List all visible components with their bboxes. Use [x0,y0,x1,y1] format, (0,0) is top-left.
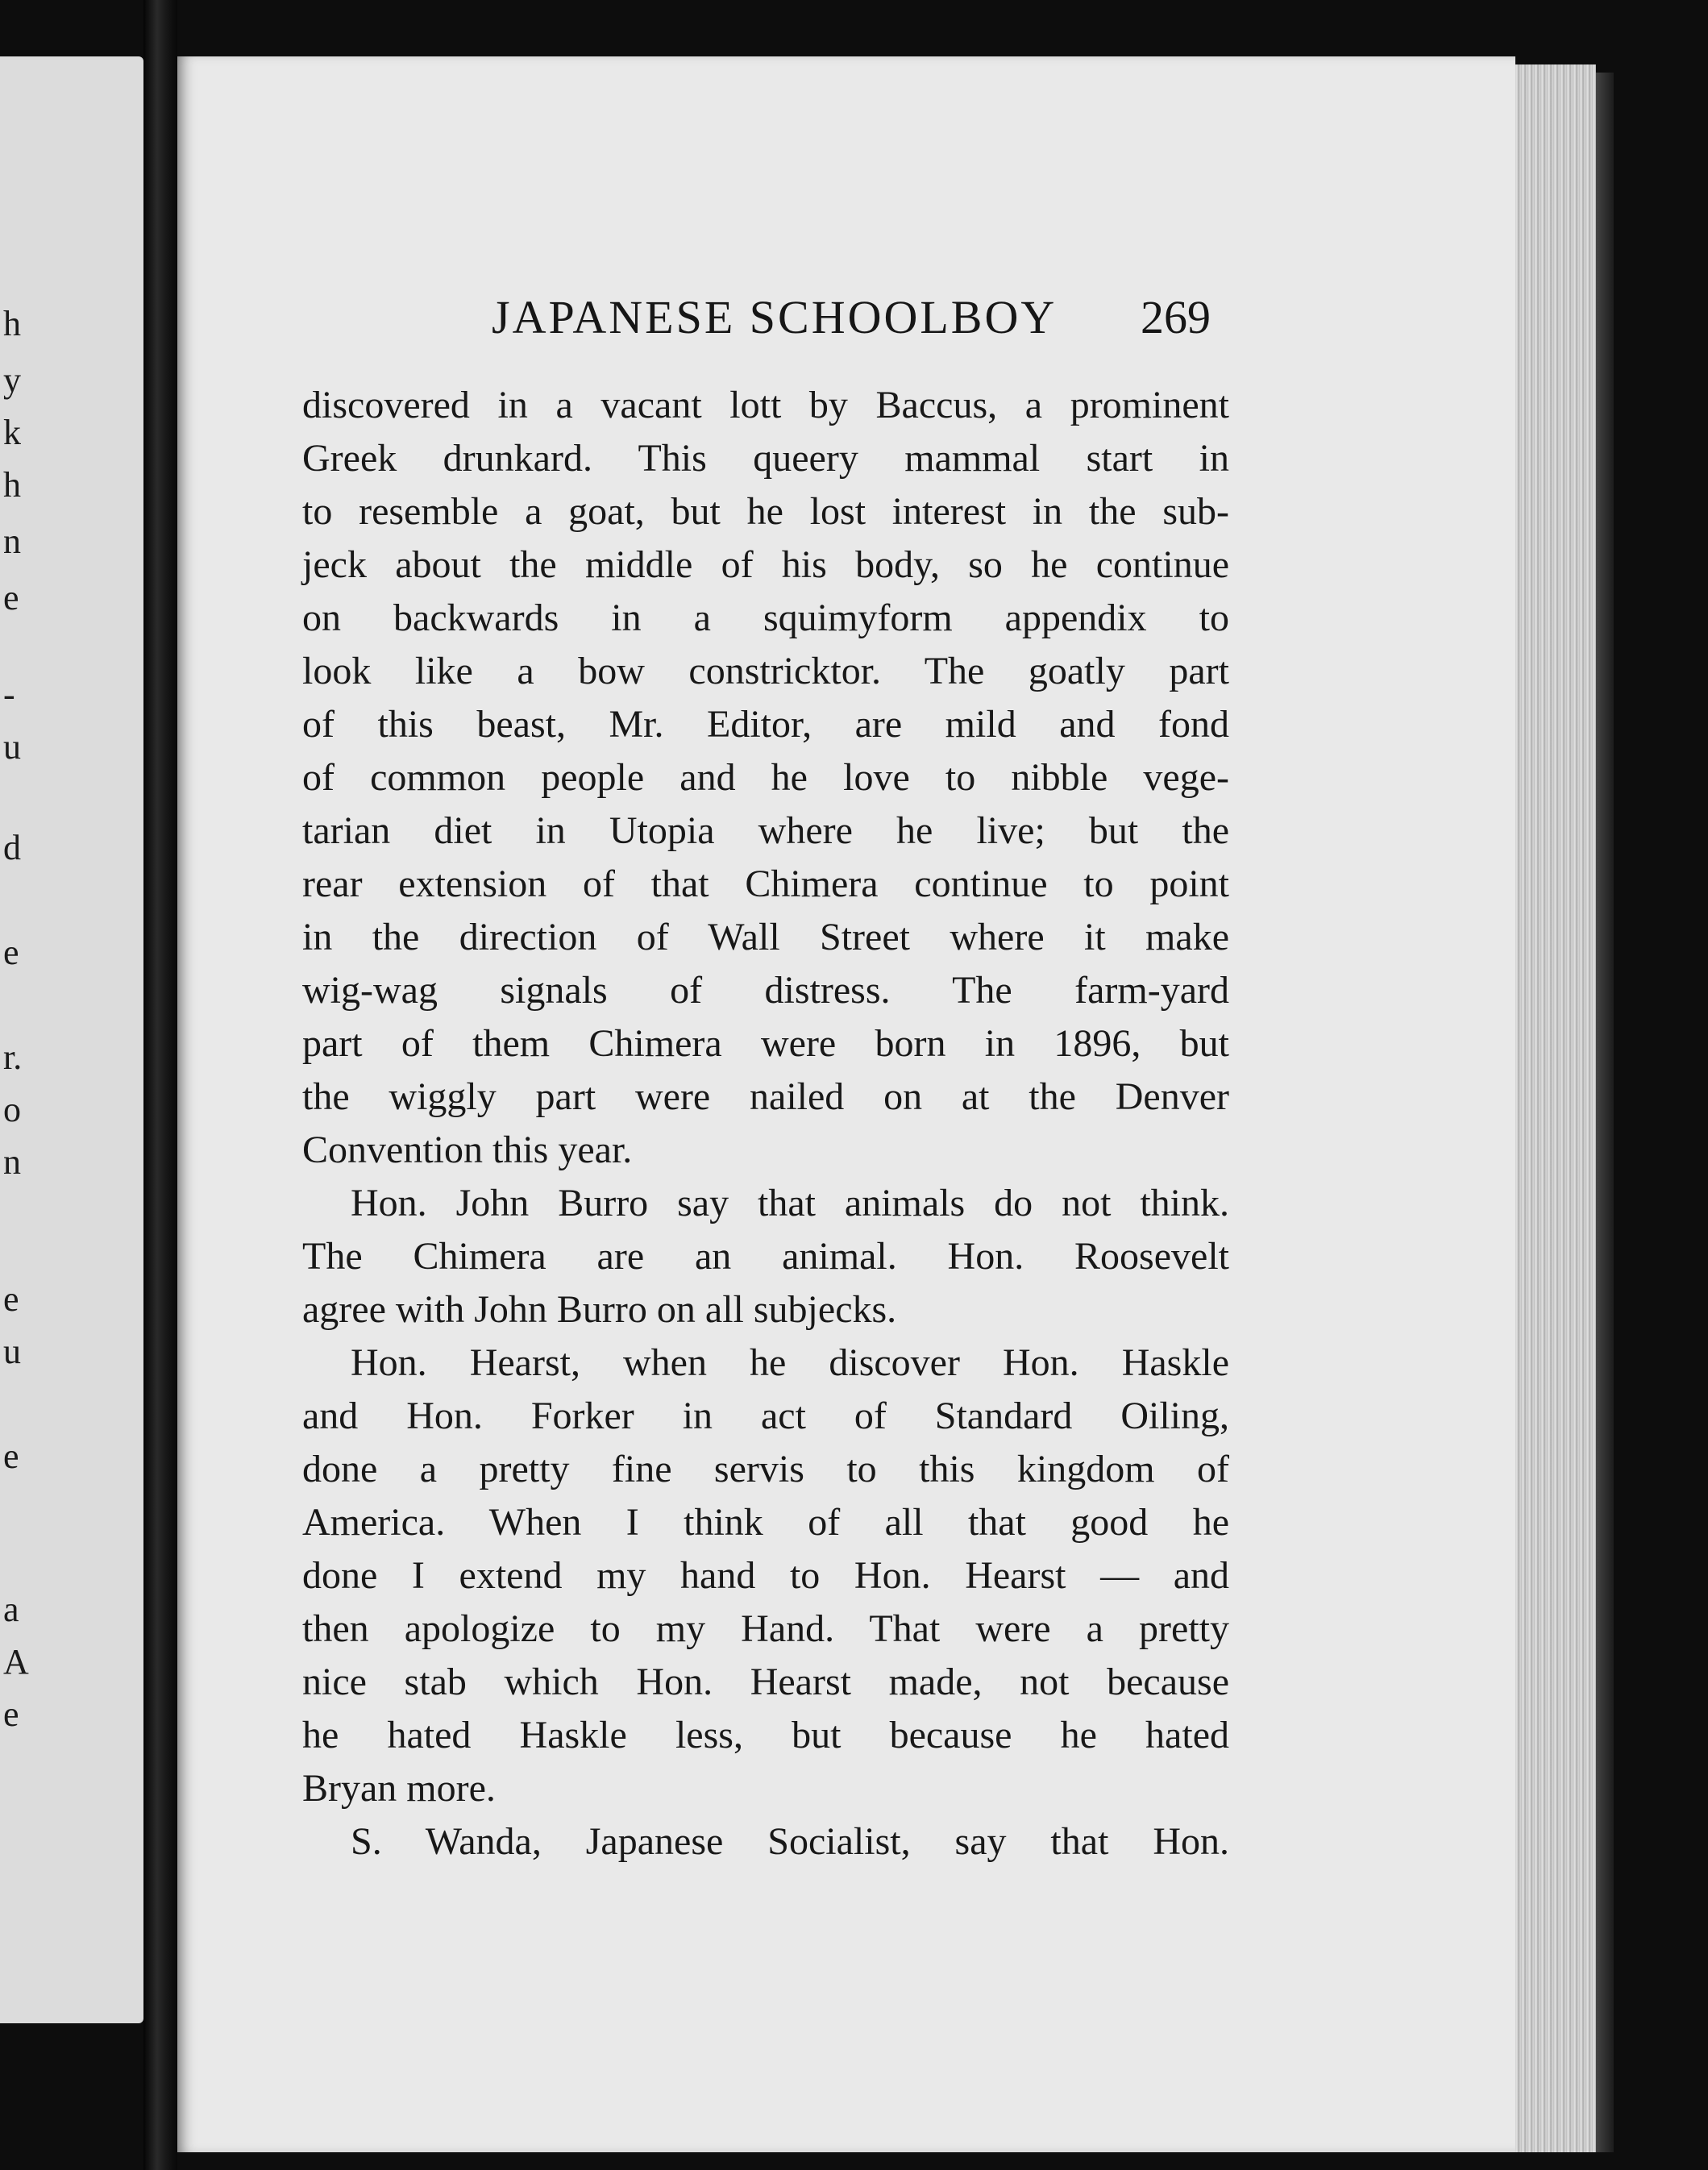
text-line: in the direction of Wall Street where it make [302,916,1229,958]
left-page-fragment: y [3,360,21,400]
text-line: S. Wanda, Japanese Socialist, say that Hon. [351,1820,1229,1863]
text-line: Greek drunkard. This queery mammal start in [302,437,1229,480]
left-page-fragment: u [3,1332,21,1371]
left-page-fragment: e [3,1436,19,1476]
text-line: discovered in a vacant lott by Baccus, a prominent [302,384,1229,426]
text-line: nice stab which Hon. Hearst made, not because [302,1661,1229,1703]
left-page-fragment: u [3,727,21,767]
body-text [302,379,1229,1869]
text-line: done I extend my hand to Hon. Hearst — and [302,1554,1229,1597]
book-cover-edge [1596,73,1614,2152]
text-line: part of them Chimera were born in 1896, but [302,1022,1229,1065]
text-line: and Hon. Forker in act of Standard Oiling, [302,1395,1229,1437]
left-page-fragment: e [3,1279,19,1319]
text-line: The Chimera are an animal. Hon. Roosevelt [302,1235,1229,1278]
left-page-fragment: e [3,1694,19,1734]
text-line: then apologize to my Hand. That were a pretty [302,1607,1229,1650]
text-line: America. When I think of all that good he [302,1501,1229,1544]
left-page-fragment: k [3,413,21,452]
left-page-fragment: n [3,522,21,561]
text-line: Hon. John Burro say that animals do not think. [351,1182,1229,1224]
text-line: jeck about the middle of his body, so he continue [302,543,1229,586]
text-line: of common people and he love to nibble vege- [302,756,1229,799]
text-line: wig-wag signals of distress. The farm-yard [302,969,1229,1012]
text-line: Hon. Hearst, when he discover Hon. Haskle [351,1341,1229,1384]
left-page-fragment: o [3,1090,21,1129]
text-line: rear extension of that Chimera continue to point [302,863,1229,905]
left-page-fragment: d [3,828,21,867]
text-line: he hated Haskle less, but because he hated [302,1714,1229,1756]
left-page-fragment: e [3,933,19,972]
text-line: Convention this year. [302,1129,633,1171]
text-line: the wiggly part were nailed on at the Denver [302,1075,1229,1118]
page-number: 269 [1141,291,1211,343]
left-page-fragment: r. [3,1037,23,1077]
left-page-fragment: n [3,1142,21,1182]
text-line: done a pretty fine servis to this kingdom of [302,1448,1229,1490]
text-line: Bryan more. [302,1767,496,1810]
book-gutter [143,0,177,2170]
left-page-fragment: A [3,1642,29,1682]
text-line: tarian diet in Utopia where he live; but the [302,809,1229,852]
text-line: on backwards in a squimyform appendix to [302,597,1229,639]
left-page-fragment: a [3,1590,19,1629]
book-page [177,56,1515,2152]
text-line: agree with John Burro on all subjecks. [302,1288,897,1331]
left-page-fragment: h [3,304,21,343]
text-line: to resemble a goat, but he lost interest in the sub- [302,490,1229,533]
left-page-fragment: h [3,465,21,505]
left-page-edge [0,56,143,2023]
running-title: JAPANESE SCHOOLBOY [492,291,1058,343]
text-line: of this beast, Mr. Editor, are mild and fond [302,703,1229,746]
page-stack-edge [1515,64,1596,2152]
text-line: look like a bow constricktor. The goatly part [302,650,1229,692]
left-page-fragment: - [3,675,15,714]
left-page-fragment: e [3,578,19,617]
